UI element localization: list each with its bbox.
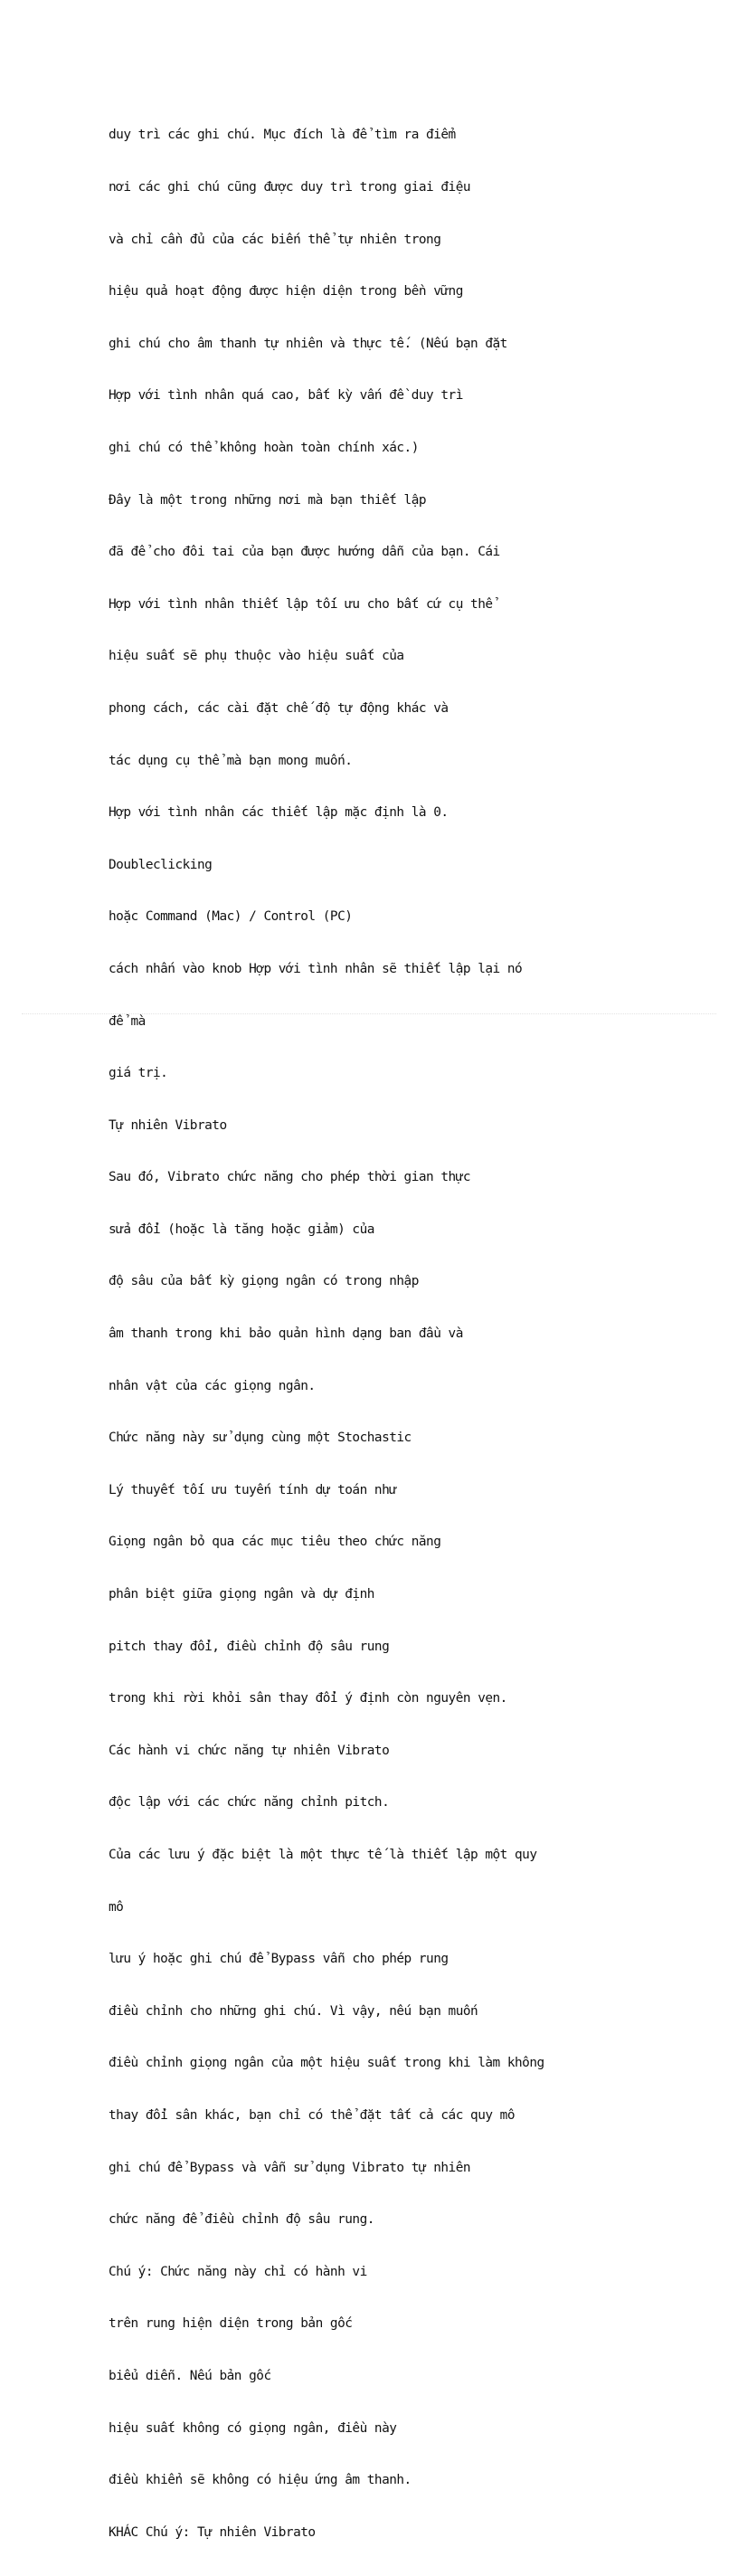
text-line: hiệu suất sẽ phụ thuộc vào hiệu suất của	[109, 649, 404, 664]
text-line: để mà	[109, 1013, 146, 1029]
text-line: Các hành vi chức năng tự nhiên Vibrato	[109, 1743, 390, 1758]
text-line: mô	[109, 1899, 124, 1915]
text-line: Hợp với tình nhân quá cao, bất kỳ vấn đề duy trì	[109, 388, 463, 404]
text-line: điều chỉnh giọng ngân của một hiệu suất trong khi làm không	[109, 2056, 544, 2071]
text-line: tác dụng cụ thể mà bạn mong muốn.	[109, 753, 353, 768]
text-line: giá trị.	[109, 1066, 168, 1081]
text-line: Hợp với tình nhân các thiết lập mặc định là 0.	[109, 805, 449, 821]
note-line: Chú ý: Chức năng này chỉ có hành vi	[109, 2264, 367, 2279]
text-line: Hợp với tình nhân thiết lập tối ưu cho bất cứ cụ thể	[109, 596, 493, 612]
text-line: điều khiển sẽ không có hiệu ứng âm thanh.	[109, 2473, 412, 2488]
text-line: hiệu suất không có giọng ngân, điều này	[109, 2420, 397, 2436]
page-bottom-edge	[22, 1013, 716, 1014]
text-line: pitch thay đổi, điều chỉnh độ sâu rung	[109, 1639, 390, 1654]
text-line: Của các lưu ý đặc biệt là một thực tế là thiết lập một quy	[109, 1848, 537, 1862]
text-line: Đây là một trong những nơi mà bạn thiết lập	[109, 492, 427, 508]
text-line: Sau đó, Vibrato chức năng cho phép thời gian thực	[109, 1170, 471, 1185]
text-line: chức năng để điều chỉnh độ sâu rung.	[109, 2212, 374, 2228]
text-line: cách nhấn vào knob Hợp với tình nhân sẽ thiết lập lại nó	[109, 961, 523, 976]
text-line: Giọng ngân bỏ qua các mục tiêu theo chức năng	[109, 1535, 441, 1550]
text-line: hoặc Command (Mac) / Control (PC)	[109, 909, 353, 925]
text-line: sửa đổi (hoặc là tăng hoặc giảm) của	[109, 1221, 374, 1237]
text-line: ghi chú để Bypass và vẫn sử dụng Vibrato tự nhiên	[109, 2160, 471, 2175]
text-line: độ sâu của bất kỳ giọng ngân có trong nhập	[109, 1274, 419, 1289]
text-line: phong cách, các cài đặt chế độ tự động khác và	[109, 700, 449, 716]
text-line: độc lập với các chức năng chỉnh pitch.	[109, 1795, 390, 1811]
text-line: Doubleclicking	[109, 857, 213, 872]
text-line: duy trì các ghi chú. Mục đích là để tìm ra điểm	[109, 128, 456, 143]
text-line: hiệu quả hoạt động được hiện diện trong bền vững	[109, 284, 463, 299]
body-text	[109, 92, 724, 2576]
text-line: trong khi rời khỏi sân thay đổi ý định còn nguyên vẹn.	[109, 1691, 507, 1706]
text-line: đã để cho đôi tai của bạn được hướng dẫn của bạn. Cái	[109, 545, 500, 560]
note-line: KHÁC Chú ý: Tự nhiên Vibrato	[109, 2524, 316, 2540]
text-line: ghi chú cho âm thanh tự nhiên và thực tế. (Nếu bạn đặt	[109, 336, 507, 351]
text-line: Lý thuyết tối ưu tuyến tính dự toán như	[109, 1482, 397, 1497]
text-line: nhân vật của các giọng ngân.	[109, 1378, 316, 1393]
text-line: biểu diễn. Nếu bản gốc	[109, 2368, 271, 2383]
section-heading: Tự nhiên Vibrato	[109, 1117, 227, 1133]
text-line: phân biệt giữa giọng ngân và dự định	[109, 1587, 374, 1602]
text-line: Chức năng này sử dụng cùng một Stochastic	[109, 1431, 412, 1446]
text-line: và chỉ cần đủ của các biến thể tự nhiên trong	[109, 232, 441, 247]
text-line: trên rung hiện diện trong bản gốc	[109, 2316, 353, 2332]
text-line: điều chỉnh cho những ghi chú. Vì vậy, nếu bạn muốn	[109, 2003, 478, 2019]
text-line: lưu ý hoặc ghi chú để Bypass vẫn cho phép rung	[109, 1952, 449, 1967]
text-line: ghi chú có thể không hoàn toàn chính xác.)	[109, 440, 419, 455]
text-line: nơi các ghi chú cũng được duy trì trong giai điệu	[109, 180, 471, 195]
text-line: âm thanh trong khi bảo quản hình dạng ban đầu và	[109, 1326, 463, 1342]
text-line: thay đổi sân khác, bạn chỉ có thể đặt tất cả các quy mô	[109, 2107, 516, 2123]
